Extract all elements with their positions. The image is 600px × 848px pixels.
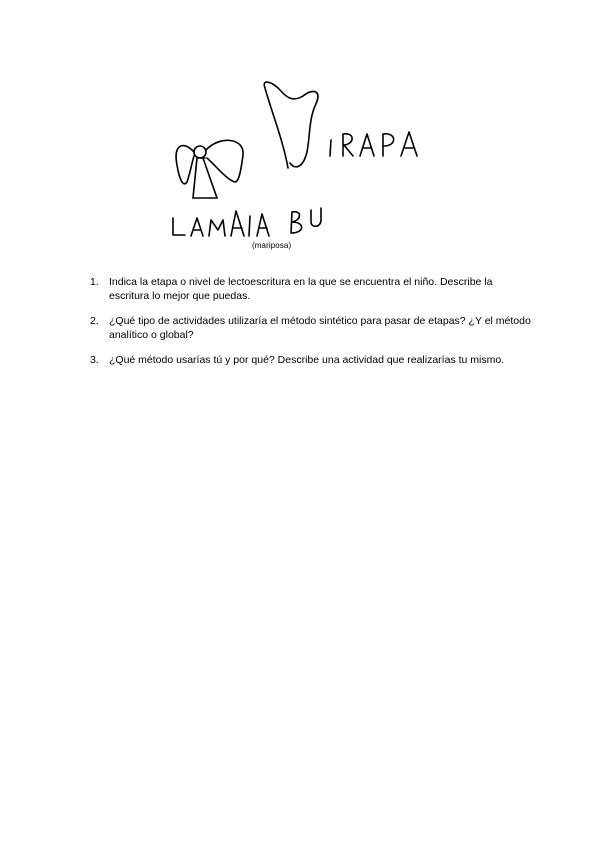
question-text: ¿Qué método usarías tú y por qué? Describe una actividad que realizarías tu mismo. — [109, 354, 505, 366]
question-number: 3. — [90, 354, 99, 366]
letters-irapa-icon — [330, 132, 417, 156]
question-number: 1. — [90, 276, 99, 288]
question-item — [90, 314, 535, 342]
question-number: 2. — [90, 315, 99, 327]
drawing-caption: (mariposa) — [252, 241, 292, 250]
child-handwriting-drawing — [165, 70, 445, 255]
butterfly-figure-icon — [176, 140, 243, 198]
question-text: Indica la etapa o nivel de lectoescritura en la que se encuentra el niño. Describe la escritura lo mejor que puedas. — [109, 276, 493, 302]
question-item — [90, 353, 535, 367]
letters-lamaiabu-icon — [173, 208, 321, 236]
question-list — [90, 275, 535, 378]
question-item — [90, 275, 535, 303]
loop-shape-icon — [264, 82, 318, 168]
question-text: ¿Qué tipo de actividades utilizaría el método sintético para pasar de etapas? ¿Y el método analítico o global? — [109, 315, 531, 341]
